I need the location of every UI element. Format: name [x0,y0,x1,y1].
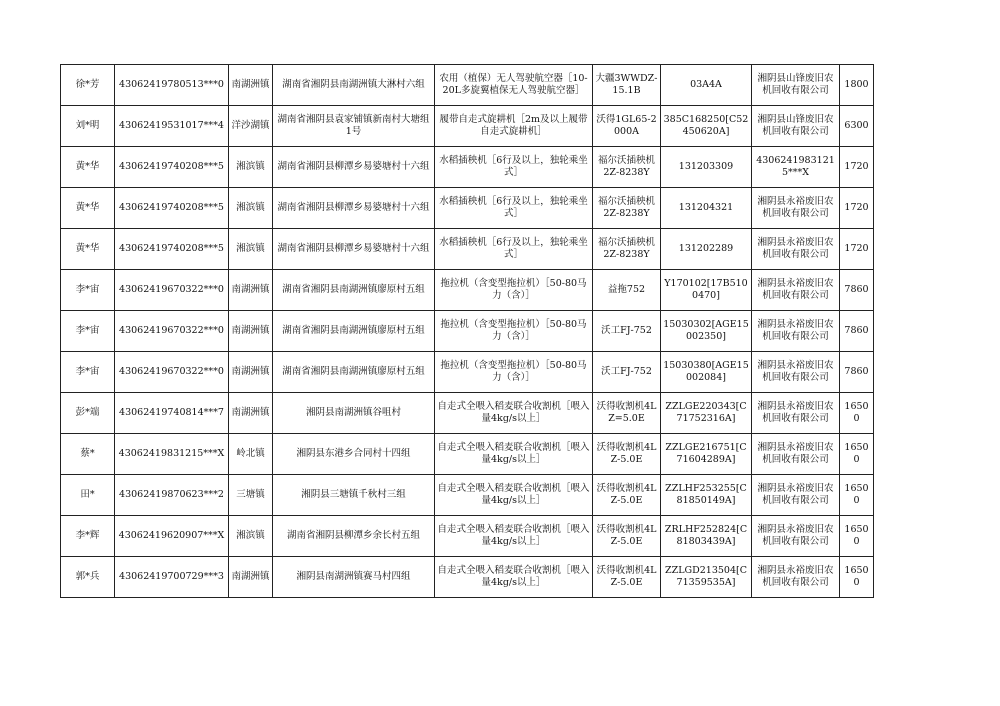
serial-number-cell: 15030380[AGE15002084] [661,352,752,393]
address-cell: 湖南省湘阴县南湖洲镇廖原村五组 [273,270,435,311]
town-cell: 南湖洲镇 [229,65,273,106]
subsidy-amount-cell: 1720 [840,188,874,229]
recycling-company-cell: 湘阴县永裕废旧农机回收有限公司 [752,475,840,516]
machine-item-cell: 自走式全喂入稻麦联合收割机［喂入量4kg/s以上］ [435,475,593,516]
machine-item-cell: 自走式全喂入稻麦联合收割机［喂入量4kg/s以上］ [435,557,593,598]
machine-item-cell: 自走式全喂入稻麦联合收割机［喂入量4kg/s以上］ [435,516,593,557]
address-cell: 湘阴县三塘镇千秋村三组 [273,475,435,516]
table-row [61,147,874,188]
machine-item-cell: 拖拉机（含变型拖拉机）［50-80马力（含）］ [435,270,593,311]
subsidy-amount-cell: 16500 [840,516,874,557]
serial-number-cell: ZZLGE216751[C71604289A] [661,434,752,475]
machine-model-cell: 益拖752 [593,270,661,311]
address-cell: 湖南省湘阴县南湖洲镇廖原村五组 [273,311,435,352]
subsidy-amount-cell: 1720 [840,147,874,188]
id-number-cell: 43062419870623***2 [115,475,229,516]
machine-model-cell: 沃得收割机4LZ-5.0E [593,475,661,516]
machine-item-cell: 拖拉机（含变型拖拉机）［50-80马力（含）］ [435,352,593,393]
serial-number-cell: ZZLGE220343[C71752316A] [661,393,752,434]
town-cell: 南湖洲镇 [229,270,273,311]
applicant-name-cell: 徐*芳 [61,65,115,106]
applicant-name-cell: 李*辉 [61,516,115,557]
machine-model-cell: 大疆3WWDZ-15.1B [593,65,661,106]
machine-model-cell: 福尔沃插秧机2Z-8238Y [593,147,661,188]
serial-number-cell: ZZLGD213504[C71359535A] [661,557,752,598]
id-number-cell: 43062419740208***5 [115,188,229,229]
machine-model-cell: 沃得1GL65-2000A [593,106,661,147]
machine-model-cell: 沃得收割机4LZ-5.0E [593,516,661,557]
id-number-cell: 43062419670322***0 [115,352,229,393]
subsidy-amount-cell: 16500 [840,475,874,516]
machine-item-cell: 拖拉机（含变型拖拉机）［50-80马力（含）］ [435,311,593,352]
table-row [61,106,874,147]
address-cell: 湖南省湘阴县柳潭乡易婆塘村十六组 [273,188,435,229]
recycling-company-cell: 湘阴县永裕废旧农机回收有限公司 [752,557,840,598]
town-cell: 湘滨镇 [229,188,273,229]
recycling-company-cell: 湘阴县永裕废旧农机回收有限公司 [752,188,840,229]
table-row [61,352,874,393]
recycling-company-cell: 湘阴县永裕废旧农机回收有限公司 [752,352,840,393]
table-row [61,393,874,434]
applicant-name-cell: 彭*端 [61,393,115,434]
table-row [61,516,874,557]
serial-number-cell: ZZLHF253255[C81850149A] [661,475,752,516]
address-cell: 湖南省湘阴县柳潭乡余长村五组 [273,516,435,557]
table-row [61,188,874,229]
table-row [61,557,874,598]
machine-item-cell: 履带自走式旋耕机［2m及以上履带自走式旋耕机］ [435,106,593,147]
recycling-company-cell: 湘阴县永裕废旧农机回收有限公司 [752,229,840,270]
subsidy-amount-cell: 16500 [840,434,874,475]
applicant-name-cell: 刘*明 [61,106,115,147]
serial-number-cell: Y170102[17B5100470] [661,270,752,311]
applicant-name-cell: 郭*兵 [61,557,115,598]
applicant-name-cell: 田* [61,475,115,516]
town-cell: 南湖洲镇 [229,352,273,393]
machine-item-cell: 水稻插秧机［6行及以上，独轮乘坐式］ [435,188,593,229]
machine-model-cell: 沃得收割机4LZ-5.0E [593,434,661,475]
applicant-name-cell: 蔡* [61,434,115,475]
machine-item-cell: 农用（植保）无人驾驶航空器［10-20L多旋翼植保无人驾驶航空器］ [435,65,593,106]
id-number-cell: 43062419780513***0 [115,65,229,106]
table-row [61,229,874,270]
address-cell: 湖南省湘阴县袁家铺镇新南村大塘组1号 [273,106,435,147]
applicant-name-cell: 李*宙 [61,311,115,352]
town-cell: 湘滨镇 [229,229,273,270]
serial-number-cell: ZRLHF252824[C81803439A] [661,516,752,557]
recycling-company-cell: 湘阴县山锋废旧农机回收有限公司 [752,106,840,147]
id-number-cell: 43062419740208***5 [115,229,229,270]
table-row [61,475,874,516]
table-body [61,65,874,598]
applicant-name-cell: 黄*华 [61,229,115,270]
recycling-company-cell: 湘阴县永裕废旧农机回收有限公司 [752,434,840,475]
table-row [61,311,874,352]
serial-number-cell: 15030302[AGE15002350] [661,311,752,352]
machine-item-cell: 自走式全喂入稻麦联合收割机［喂入量4kg/s以上］ [435,393,593,434]
id-number-cell: 43062419670322***0 [115,270,229,311]
serial-number-cell: 131204321 [661,188,752,229]
machine-item-cell: 水稻插秧机［6行及以上，独轮乘坐式］ [435,147,593,188]
town-cell: 洋沙湖镇 [229,106,273,147]
town-cell: 南湖洲镇 [229,557,273,598]
subsidy-amount-cell: 7860 [840,270,874,311]
subsidy-amount-cell: 16500 [840,557,874,598]
recycling-company-cell: 湘阴县山锋废旧农机回收有限公司 [752,65,840,106]
machine-model-cell: 沃工FJ-752 [593,352,661,393]
table-row [61,270,874,311]
serial-number-cell: 131202289 [661,229,752,270]
town-cell: 湘滨镇 [229,147,273,188]
recycling-company-cell: 湘阴县永裕废旧农机回收有限公司 [752,393,840,434]
applicant-name-cell: 李*宙 [61,270,115,311]
machine-item-cell: 自走式全喂入稻麦联合收割机［喂入量4kg/s以上］ [435,434,593,475]
recycling-company-cell: 湘阴县永裕废旧农机回收有限公司 [752,270,840,311]
id-number-cell: 43062419531017***4 [115,106,229,147]
town-cell: 湘滨镇 [229,516,273,557]
applicant-name-cell: 黄*华 [61,147,115,188]
machine-model-cell: 沃得收割机4LZ=5.0E [593,393,661,434]
id-number-cell: 43062419620907***X [115,516,229,557]
machine-model-cell: 福尔沃插秧机2Z-8238Y [593,229,661,270]
subsidy-amount-cell: 6300 [840,106,874,147]
town-cell: 岭北镇 [229,434,273,475]
subsidy-amount-cell: 1800 [840,65,874,106]
recycling-company-cell: 湘阴县永裕废旧农机回收有限公司 [752,311,840,352]
machine-item-cell: 水稻插秧机［6行及以上，独轮乘坐式］ [435,229,593,270]
subsidy-amount-cell: 1720 [840,229,874,270]
address-cell: 湖南省湘阴县南湖洲镇大淋村六组 [273,65,435,106]
serial-number-cell: 03A4A [661,65,752,106]
address-cell: 湘阴县南湖洲镇赛马村四组 [273,557,435,598]
serial-number-cell: 131203309 [661,147,752,188]
id-number-cell: 43062419670322***0 [115,311,229,352]
table-row [61,65,874,106]
address-cell: 湖南省湘阴县南湖洲镇廖原村五组 [273,352,435,393]
subsidy-amount-cell: 16500 [840,393,874,434]
subsidy-table [60,64,874,598]
address-cell: 湘阴县南湖洲镇谷咀村 [273,393,435,434]
applicant-name-cell: 黄*华 [61,188,115,229]
machine-model-cell: 福尔沃插秧机2Z-8238Y [593,188,661,229]
recycling-company-cell: 43062419831215***X [752,147,840,188]
town-cell: 南湖洲镇 [229,393,273,434]
town-cell: 南湖洲镇 [229,311,273,352]
recycling-company-cell: 湘阴县永裕废旧农机回收有限公司 [752,516,840,557]
town-cell: 三塘镇 [229,475,273,516]
id-number-cell: 43062419831215***X [115,434,229,475]
id-number-cell: 43062419700729***3 [115,557,229,598]
table-row [61,434,874,475]
address-cell: 湖南省湘阴县柳潭乡易婆塘村十六组 [273,147,435,188]
machine-model-cell: 沃工FJ-752 [593,311,661,352]
serial-number-cell: 385C168250[C52450620A] [661,106,752,147]
machine-model-cell: 沃得收割机4LZ-5.0E [593,557,661,598]
id-number-cell: 43062419740814***7 [115,393,229,434]
address-cell: 湘阴县东港乡合同村十四组 [273,434,435,475]
subsidy-amount-cell: 7860 [840,352,874,393]
applicant-name-cell: 李*宙 [61,352,115,393]
id-number-cell: 43062419740208***5 [115,147,229,188]
address-cell: 湖南省湘阴县柳潭乡易婆塘村十六组 [273,229,435,270]
subsidy-amount-cell: 7860 [840,311,874,352]
